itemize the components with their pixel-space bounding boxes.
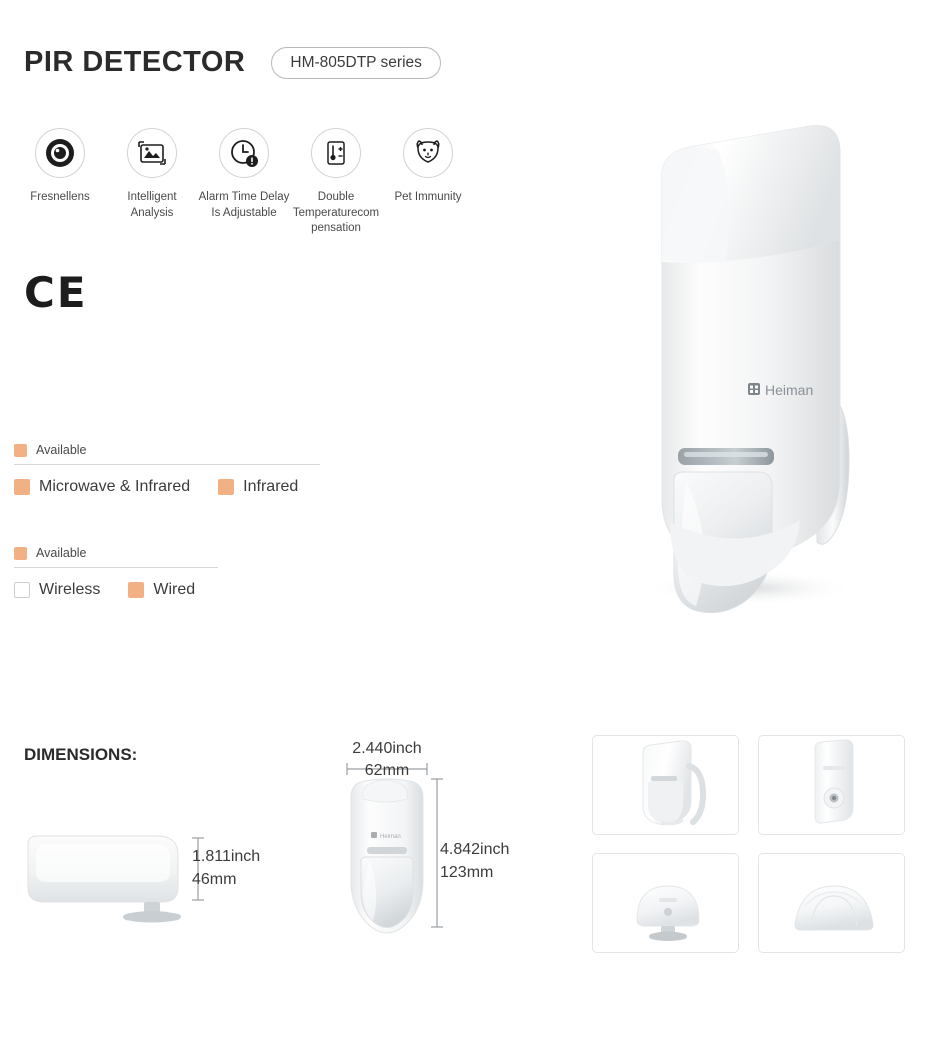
dimension-side-view-drawing [20, 820, 310, 930]
option-label: Infrared [243, 478, 299, 495]
thumb-angle-view[interactable] [592, 735, 739, 835]
temperature-compensation-icon [311, 128, 361, 178]
intelligent-analysis-icon [127, 128, 177, 178]
thumb-front-view[interactable] [758, 735, 905, 835]
feature-item [290, 128, 382, 237]
ce-mark-icon: CE [24, 268, 88, 317]
option-microwave-infrared[interactable] [14, 478, 190, 496]
feature-caption: Intelligent Analysis [127, 191, 177, 219]
dimension-front-height-mm: 123mm [440, 864, 494, 882]
svg-text:Heiman: Heiman [380, 834, 401, 840]
divider [14, 567, 218, 568]
dimension-side-mm: 46mm [192, 871, 237, 889]
thumb-ceiling-mount-view[interactable] [592, 853, 739, 953]
dimensions-title: DIMENSIONS: [24, 745, 138, 764]
option-wired[interactable] [128, 581, 195, 599]
thumb-top-view[interactable] [758, 853, 905, 953]
choice-row [14, 581, 218, 599]
legend-swatch [14, 547, 27, 560]
dimension-side-label [192, 845, 260, 891]
feature-item [382, 128, 474, 237]
dimension-front-height-label [440, 838, 509, 884]
option-swatch [14, 582, 30, 598]
thumbnail-grid [592, 735, 905, 953]
dimension-front-width-label [332, 738, 442, 783]
dimension-front-height-inch: 4.842inch [440, 841, 510, 858]
page-title: PIR DETECTOR [24, 46, 246, 78]
legend-label: Available [36, 443, 87, 457]
header [24, 46, 441, 79]
feature-caption: Fresnellens [30, 191, 90, 203]
legend-swatch [14, 444, 27, 457]
option-group-connectivity [14, 546, 218, 599]
option-group-detection-type [14, 443, 320, 496]
dimension-front-width-inch: 2.440inch [352, 740, 422, 757]
pet-immunity-icon [403, 128, 453, 178]
svg-text:Heiman: Heiman [765, 382, 814, 398]
choice-row [14, 478, 320, 496]
legend-row [14, 546, 218, 567]
feature-list [14, 128, 474, 237]
feature-caption: Alarm Time Delay Is Adjustable [198, 191, 290, 219]
divider [14, 464, 320, 465]
feature-item [106, 128, 198, 237]
series-badge: HM-805DTP series [271, 47, 441, 79]
option-swatch [218, 479, 234, 495]
pir-detector-hero-image [600, 120, 900, 620]
option-swatch [14, 479, 30, 495]
alarm-time-delay-icon [219, 128, 269, 178]
legend-row [14, 443, 320, 464]
option-swatch [128, 582, 144, 598]
feature-item [14, 128, 106, 237]
feature-caption: Pet Immunity [394, 191, 462, 203]
option-wireless[interactable] [14, 581, 100, 599]
option-label: Wired [153, 581, 196, 598]
option-label: Wireless [39, 581, 101, 598]
option-infrared[interactable] [218, 478, 298, 496]
legend-label: Available [36, 546, 87, 560]
dimension-side-inch: 1.811inch [192, 848, 261, 865]
fresnel-lens-icon [35, 128, 85, 178]
option-label: Microwave & Infrared [39, 478, 191, 495]
feature-item [198, 128, 290, 237]
dimension-front-width-mm: 62mm [364, 762, 410, 780]
feature-caption: Double Temperaturecom pensation [292, 191, 380, 235]
